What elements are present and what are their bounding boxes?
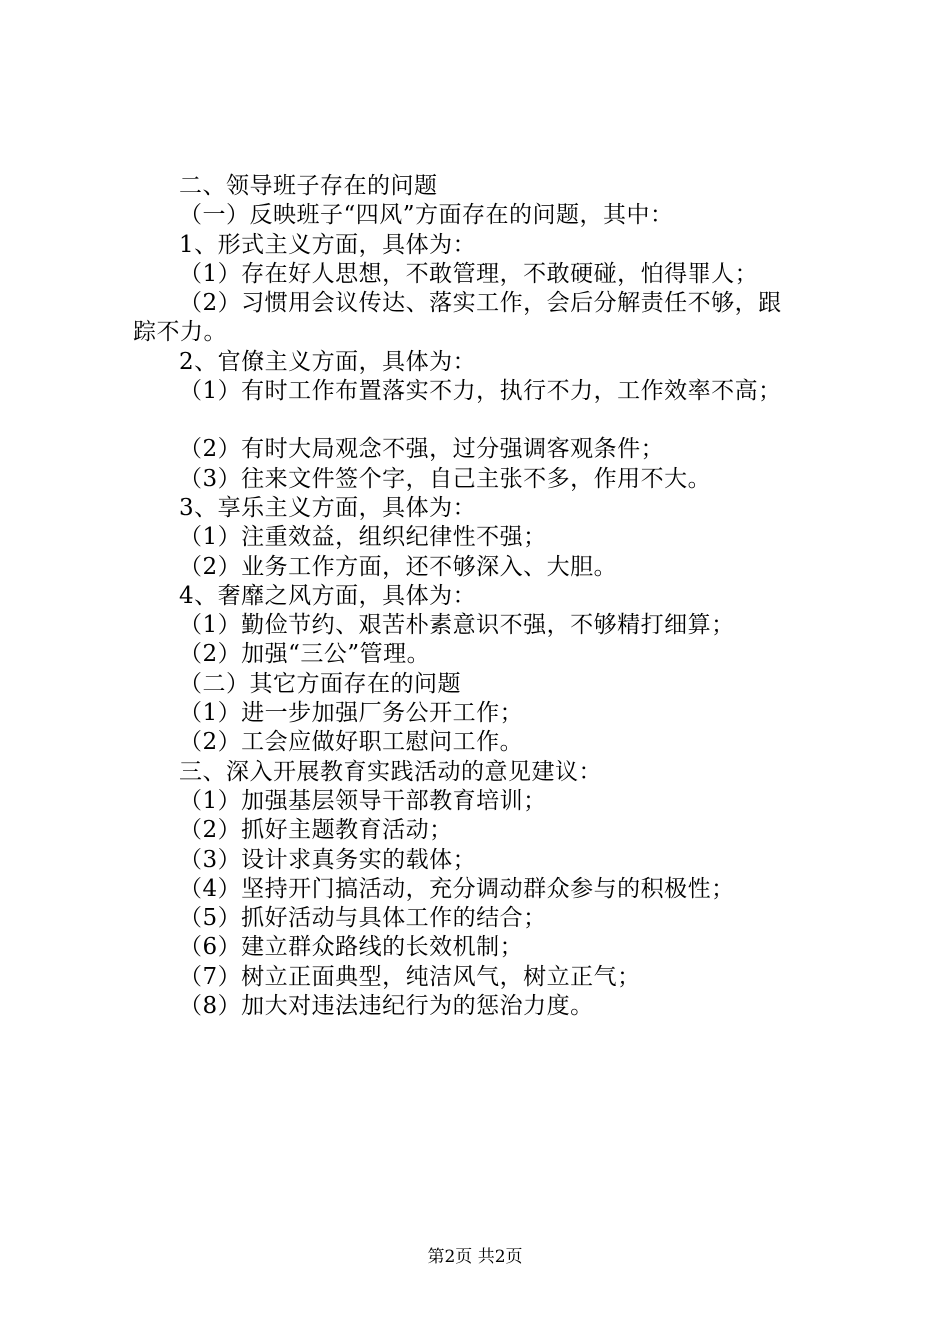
item-heading-bureaucracy: 2、官僚主义方面，具体为： [179,348,477,375]
list-item: （2）有时大局观念不强，过分强调客观条件； [179,436,665,463]
list-item: （3）往来文件签个字，自己主张不多，作用不大。 [179,465,712,492]
list-item: （2）加强“三公”管理。 [179,641,431,668]
list-item: （2）习惯用会议传达、落实工作，会后分解责任不够，跟 [179,290,782,317]
blank-line [133,406,853,435]
list-item: （3）设计求真务实的载体； [179,846,477,873]
subsection-heading-2: （二）其它方面存在的问题 [179,670,461,697]
list-item: （5）抓好活动与具体工作的结合； [179,905,547,932]
list-item: （2）工会应做好职工慰问工作。 [179,729,524,756]
list-item: （4）坚持开门搞活动，充分调动群众参与的积极性； [179,875,735,902]
item-heading-hedonism: 3、享乐主义方面，具体为： [179,494,477,521]
section-heading-2: 二、领导班子存在的问题 [179,173,438,199]
list-item: （1）进一步加强厂务公开工作； [179,700,524,727]
list-item: （1）存在好人思想，不敢管理，不敢硬碰，怕得罪人； [179,260,759,287]
list-item: （8）加大对违法违纪行为的惩治力度。 [179,993,594,1020]
list-item: （7）树立正面典型，纯洁风气，树立正气； [179,963,641,990]
subsection-heading-1: （一）反映班子“四风”方面存在的问题，其中： [179,202,674,229]
list-item: （1）加强基层领导干部教育培训； [179,787,547,814]
list-item: （1）注重效益，组织纪律性不强； [179,524,547,551]
list-item: （1）有时工作布置落实不力，执行不力，工作效率不高； [179,378,782,405]
list-item: （2）业务工作方面，还不够深入、大胆。 [179,553,618,580]
list-item: （6）建立群众路线的长效机制； [179,934,524,961]
list-item-continuation: 踪不力。 [133,319,227,346]
item-heading-formalism: 1、形式主义方面，具体为： [179,231,477,258]
item-heading-extravagance: 4、奢靡之风方面，具体为： [179,582,477,609]
document-body [133,172,853,1021]
list-item: （2）抓好主题教育活动； [179,817,453,844]
section-heading-3: 三、深入开展教育实践活动的意见建议： [179,758,602,785]
page-number-footer: 第2页 共2页 [427,1247,523,1267]
list-item: （1）勤俭节约、艰苦朴素意识不强，不够精打细算； [179,612,735,639]
